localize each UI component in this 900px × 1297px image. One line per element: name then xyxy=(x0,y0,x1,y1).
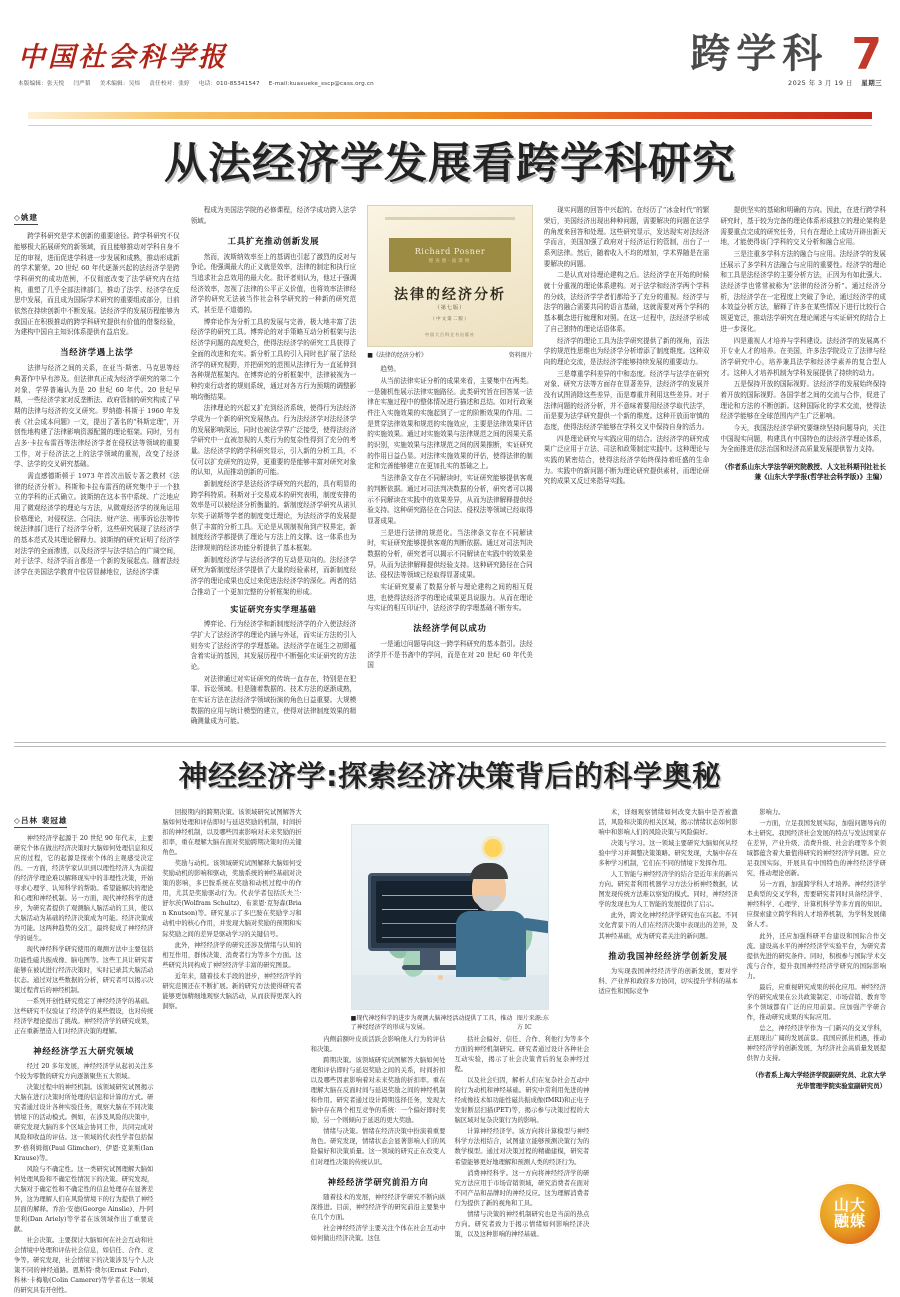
article2-subhead-1: 神经经济学五大研究领域 xyxy=(33,1046,135,1057)
credit-art-editor: 美术编辑：吴炜 xyxy=(99,81,141,87)
paragraph: 需直感德斯顿于 1973 年首次出版专著之教材《法律的经济分析》。科斯和卡拉布雷西的研究集中于一个独立的学科的正式确立。波斯纳在这本书中系统、广泛地应用了微观经济学的理论与方法，从微观经济学的视角运用价格理论，对侵权法、合同法、财产法、刑事诉讼法等传统法律部门进行了经济学分析，这些研究展现了法经济学的基本范式及其理论解释力。波斯纳的研究证明了经济学对法学的全面渗透，以及经济学与法学结合的广阔空间，对于法学、经济学而言都是一个新的发展起点。随着法经济学在美国法学教育中位居显赫地位，法经济学课 xyxy=(14,471,180,576)
paragraph: 此外，还应加强科研平台建设和国际合作交流。建设高水平的神经经济学实验平台，为研究者提供先进的研究条件。同时，积极参与国际学术交流与合作，提升我国神经经济学研究的国际影响力。 xyxy=(746,932,886,980)
decorative-dot xyxy=(438,975,443,980)
book-figure xyxy=(367,205,533,359)
monitor-base xyxy=(402,965,458,970)
paragraph: 趋势。 xyxy=(380,365,401,374)
paragraph: 新制度经济学与法经济学的互动是双向的。法经济学研究为新制度经济学提供了大量的经验素材，而新制度经济学的理论成果也反过来促进法经济学的深化。两者的结合推动了一个更加完整的分析框架的形成。 xyxy=(190,555,357,596)
book-author-cn: 理查德·波斯纳 xyxy=(428,258,472,264)
paragraph: 跨期决策。该领域研究试图解答大脑如何处理和评估即时与延迟奖励之间的关系，时间折扣以及哪些因素影响着对未来奖励的折扣率。重在理解大脑在反面时间与延迟奖励之间的神经机制和作用。研究者通过设计跨期选择任务，发现大脑中存在两个相互竞争的系统：一个偏好即时奖励，另一个则倾向于延迟的更大奖励。 xyxy=(310,1056,446,1125)
paragraph: 博弈论作为分析工具的发展与完善，极大地丰富了法经济学的研究工具。博弈论的对手策略互动分析框架与法经济学问题的高度契合，使得法经济学的研究工具获得了全面的改进和充实。新分析工具的引入同时也扩展了法经济学的研究视野，并把研究的范围从法律行为一直延伸到各种规范框架内。在博弈论的分析框架中，法律被视为一种约束行动者的规则系统，通过对各方行为预期的调整影响均衡结果。 xyxy=(190,317,357,401)
article1-subhead-1: 当经济学遇上法学 xyxy=(60,347,134,358)
paragraph: 对法律通过对实证研究的传统一直存在，特别是在犯罪、诉讼领域。但是随着数据的、技术方法的逐渐成熟，在实证方法在法经济学领域扮演的角色日益重要。大规模数据的应用与统计模型的建立，使得对法律制度效果的精确测量成为可能。 xyxy=(190,674,357,726)
article2-subcolumns xyxy=(311,1035,590,1245)
masthead-credits xyxy=(18,79,381,87)
issue-weekday: 星期三 xyxy=(861,78,882,87)
article2-columns xyxy=(14,808,886,1297)
credit-editor2: 闫严韬 xyxy=(73,81,91,87)
paragraph: 决策过程中的神经机制。该领域研究试图揭示大脑在进行决策时所处理的信息和计算的方式。研究者通过设计各种实验任务，观察大脑在不同决策情境下的活动模式。例如，在涉及风险的决策中，研究发现大脑的多个区域会协同工作，共同完成对风险和收益的评估。这一领域的代表性学者包括保罗·格利姆彻(Paul Glimcher)、伊恩·克莱斯(Ian Krause)等。 xyxy=(14,1084,154,1162)
paragraph: 为实现我国神经经济学的创新发展，要对学科、产业界和政府多方协同，切实提升学科的基本适应性和国际竞争 xyxy=(598,967,738,995)
article1-column-1 xyxy=(14,205,180,728)
paragraph: 法律与经济之间的关系，在亚当·斯密、马克思等经典著作中早有涉及。但法律真正成为经济学研究的第二个对象，学界普遍认为是 20 世纪 60 年代。20 世纪早期，一些经济学家对反垄断法、政府管制的研究构成了早期的法律与经济的交叉研究。罗纳德·科斯于 1960 年发表《社会成本问题》一文，提出了著名的“科斯定理”，开创性地构建了法律影响资源配置的理论框架。同时，另有吉多·卡拉布雷西等法律经济学者在侵权法等领域的重要工作，对于经济法之上的法学领域的重视，改变了经济学、法学的交叉研究基础。 xyxy=(14,364,180,469)
paragraph: 当法律条文存在不同解读时，实证研究能够提供客观的判断依据。通过对司法判决数据的分析，研究者可以揭示不同解读在实践中的效果差异，从而为法律解释提供经验支持。这种研究路径在合同法、侵权法等领域已经取得显著成果。 xyxy=(367,474,533,525)
masthead-thin-rule xyxy=(28,125,872,126)
article2-column-4 xyxy=(598,808,737,1297)
paper-logo: 中国社会科学报 xyxy=(18,42,228,73)
book-publisher: 中国大百科全书出版社 xyxy=(424,332,475,338)
paragraph: 计算神经经济学。该方向将计算模型与神经科学方法相结合，试图建立能够预测决策行为的数学模型。通过对决策过程的精确建模，研究者希望能够更好地理解和预测人类的经济行为。 xyxy=(454,1128,590,1166)
paragraph: 经济学的理论工具为法学研究提供了新的视角，而法学的规范性思维也为经济学分析增添了制度维度。这种双向的理论交流，是法经济学能够持续发展的重要动力。 xyxy=(543,336,710,366)
article2-subhead-2: 神经经济学研究前沿方向 xyxy=(327,1176,429,1187)
paragraph: 现实问题的回答中兴起的。在经历了“冰金时代”的繁荣后，美国经济出现出种种问题，需要解决的问题在法学的角度来回答和处理。这些研究显示，发达现实对法经济学而言，美国加强了政府对于经济运行的管制，出台了一系列法律。然后，随着收入不均的增加，学术界随是在需要解决的问题。 xyxy=(543,206,710,268)
article2-headline: 神经经济学:探索经济决策背后的科学奥秘 xyxy=(178,759,722,793)
paragraph: 总之，神经经济学作为一门新兴的交叉学科，正展现出广阔的发展前景。我国应抓住机遇，推动神经经济学的创新发展，为经济社会高质量发展提供智力支持。 xyxy=(746,1025,886,1063)
paragraph: 情绪与决策的神经机制研究也是当前的热点方向。研究者致力于揭示情绪如何影响经济决策，以及这种影响的神经基础。 xyxy=(454,1210,590,1238)
paragraph: 三是尊重学科差异的中和态度。经济学与法学在研究对象、研究方法等方面存在显著差异，法经济学的发展并没有试图消除这些差异，而是尊重并利用这些差异。对于法律问题的经济分析，并不意味着要用经济学取代法学，而是要为法学研究提供一个新的维度。这种开放而审慎的态度，使得法经济学能够在学科交叉中保持自身的活力。 xyxy=(543,369,710,431)
article2-column-3a xyxy=(311,1035,446,1245)
paragraph: 决策与学习。这一领域主要研究大脑如何从经验中学习并调整决策策略。研究发现，大脑中存在多种学习机制，它们在不同的情境下发挥作用。 xyxy=(598,839,738,868)
section-title: 跨学科 xyxy=(690,30,829,77)
stamp-line-1: 山大 xyxy=(833,1196,866,1215)
paragraph: 法律理论的兴起又扩充到经济系统，使得行为法经济学成为一个新的研究发展热点。行为法经济学对法经济学的发展影响深远，同时也被法学界广泛接受，使得法经济学研究中一直被忽视的人类行为的复杂性得到了充分的考量。法经济学的跨学科研究显示，引入新的分析工具，不仅可以扩充研究的边界，更重要的是能够丰富对研究对象的认知，从而推动创新的可能。 xyxy=(190,404,357,477)
book-title: 法律的经济分析 xyxy=(393,287,506,304)
page-number: 7 xyxy=(851,29,882,80)
masthead-gradient-rule xyxy=(28,112,872,119)
paragraph: 现代神经科学研究使用的观测方法中主要包括功能性磁共振成像、脑电图等。这些工具让研究者能够在被试进行经济决策时，实时记录其大脑活动状态。通过对这些数据的分析，研究者可以揭示决策过程背后的神经机制。 xyxy=(14,946,154,994)
article2-column-1 xyxy=(14,808,153,1297)
paragraph: 内侧前额叶皮质活跃会影响他人行为的评估和决策。 xyxy=(310,1035,446,1053)
article1-subhead-4: 法经济学何以成功 xyxy=(413,622,487,633)
paragraph: 五是保持开放的国际视野。法经济学的发展始终保持着开放的国际视野。各国学者之间的交流与合作，促进了理论和方法的不断创新。这种国际化的学术交流，使得法经济学能够在全球范围内产生广泛影响。 xyxy=(720,380,886,421)
paragraph: 消费神经科学。这一方向将神经经济学的研究方法应用于市场营销领域，研究消费者在面对不同产品和品牌时的神经反应。这为理解消费者行为提供了新的视角和工具。 xyxy=(454,1169,590,1207)
article2-column-3b xyxy=(455,1035,590,1245)
figure-caption-text: ■《法律的经济分析》 xyxy=(367,352,427,360)
neuro-illustration-caption xyxy=(351,1013,550,1031)
paragraph: 回报期内的跨期决策。该领域研究试图解答大脑如何处理和评估即时与延迟奖励的机制，时间折扣的神经机制，以及哪些因素影响对未来奖励的折扣率，重在理解大脑在面对奖励跨期决策时的关键角色。 xyxy=(162,808,302,857)
figure-caption-source: 图片来源:东方 IC xyxy=(516,1014,549,1031)
credit-proofreader: 责任校对：张婷 xyxy=(149,81,190,87)
masthead xyxy=(14,0,886,118)
book-author: Richard Posner xyxy=(414,246,486,256)
paragraph: 奖励与动机。该领域研究试图解释大脑如何受奖励动机的影响和驱动，奖励系统的神经基础对决策的影响，多巴胺系统在奖励和动机过程中的作用，尤其是奖励驱动行为。代表学者包括沃夫兰·舒尔茨(Wolfram Schultz)、布莱恩·克努森(Brian Knutson)等。研究显示了多巴胺在奖励学习和动机中的核心作用，并发现大脑对奖励的预期和实际奖励之间的差异是驱动学习的关键信号。 xyxy=(162,860,302,938)
credit-editor: 本版编辑：张天悦 xyxy=(18,81,65,87)
paragraph: 社会神经经济学主要关注个体在社会互动中如何做出经济决策。这包 xyxy=(310,1224,446,1242)
paragraph: 一是通过问题导向这一跨学科研究的基本指引。法经济学并不是书斋中的学问，而是在对 20 世纪 60 年代美国 xyxy=(367,639,533,670)
paragraph: 以及社会归因，解析人们在复杂社会互动中的行为动机和神经基础。研究中常利用先进的神经成像技术如功能性磁共振成像(fMRI)和正电子发射断层扫描(PET)等，揭示参与决策过程的大脑区域对复杂决策行为的影响。 xyxy=(454,1077,590,1125)
book-edition: （第七版） xyxy=(434,305,466,312)
paragraph: 然而，波斯纳效率至上的基调也引起了激烈的反对与争论。他强调最大的正义就是效率，法律的制定和执行应当追求社会总效用的最大化。批评者则认为，他过于强调经济效率，忽视了法律的公平正义价值，也将效率法律经济学的研究无法被当作社会科学研究的一种新的研究范式，甚至是不道德的。 xyxy=(190,252,357,315)
book-author-band xyxy=(389,238,510,272)
paragraph: 提供坚实的基础和明确的方向。因此，在进行跨学科研究时，基于较为完备的理论体系形成独立的理论架构是需要重点完成的研究任务，只有在理论上成功开辟出新天地，才能使得该门学科的交叉分析和融合应用。 xyxy=(720,206,886,247)
paragraph: 影响力。 xyxy=(759,808,785,816)
paragraph: 一方面，立足我国发展实际，加强问题导向的本土研究。我国经济社会发展的特点与发达国家存在差异，产业升级、消费升级、社会治理等多个领域都蕴含着大量值得研究的神经经济学问题。应立足我国实际，开展具有中国特色的神经经济学研究，推动理论创新。 xyxy=(746,819,886,878)
section-divider-bottom xyxy=(14,746,886,747)
paragraph: 此外，神经经济学的研究还涉及情绪与认知的相互作用、群体决策、消费者行为等多个方面。这些研究共同构成了神经经济学丰富的研究图景。 xyxy=(162,941,302,969)
article2-author-note: （作者系上海大学经济学院副研究员、北京大学光华管理学院实验室副研究员） xyxy=(751,1071,886,1090)
masthead-right xyxy=(690,29,882,87)
paragraph: 最后，应重视研究成果的转化应用。神经经济学的研究成果在公共政策制定、市场营销、教育等多个领域都有广泛的应用前景。应加强产学研合作，推动研究成果的实际应用。 xyxy=(746,983,886,1022)
figure-caption-source: 资料图片 xyxy=(508,352,533,360)
person-body xyxy=(456,911,526,977)
book-top-rule xyxy=(385,217,516,220)
paragraph: 新制度经济学是法经济学研究的兴起的，具有明显的跨学科特质。科斯对于交易成本的研究表明，制度安排的效率是可以被经济分析衡量的。新制度经济学研究从诺贝尔奖于诺斯等学者的制度变迁理论，为法经济学的发展提供了丰富的分析工具。无论是从规制视角到产权界定，新制度经济学都提供了理论与方法上的支撑。这一体系也为法律规则的经济功能分析提供了基本框架。 xyxy=(190,479,357,552)
brainwave-line xyxy=(382,909,478,911)
article1-byline: ◇姚建 xyxy=(14,212,38,225)
article2-subhead-3: 推动我国神经经济学创新发展 xyxy=(608,950,728,961)
paragraph: 程成为美国法学院的必修课程，经济学成功跨入法学领域。 xyxy=(190,206,357,226)
article1-subhead-3: 实证研究夯实学理基础 xyxy=(230,605,317,615)
article1-columns xyxy=(14,205,886,728)
article2-column-2 xyxy=(162,808,301,1297)
article1-subhead-2: 工具扩充推动创新发展 xyxy=(227,235,320,246)
paragraph: 另一方面，加强跨学科人才培养。神经经济学是典型的交叉学科，需要研究者同时具备经济学、神经科学、心理学、计算机科学等多方面的知识。应探索建立跨学科的人才培养机制，为学科发展储备人才。 xyxy=(746,881,886,929)
paragraph: 人工智能与神经经济学的结合是近年来的新兴方向。研究者利用机器学习方法分析神经数据，试图发现传统方法难以察觉的模式。同时，神经经济学的发现也为人工智能的发展提供了启示。 xyxy=(598,871,738,909)
brainwave-line xyxy=(382,895,478,897)
section-divider-top xyxy=(14,742,886,743)
figure-caption-text: ■现代神经科学的进步为观测大脑神经活动提供了工具，推动了神经经济学的形成与发展。 xyxy=(350,1014,513,1031)
book-cover-image xyxy=(367,205,533,347)
neuro-illustration-image xyxy=(351,824,550,1010)
desk-shape xyxy=(352,975,549,1009)
paragraph: 经过 20 多年发展，神经经济学从起初关注多个较为零散的研究方向逐渐聚焦五大领域。 xyxy=(14,1063,154,1081)
paragraph: 跨学科研究是学术创新的重要途径。跨学科研究不仅能够极大拓展研究的新领域，而且能够推动对学科自身不足的审视，进而促进学科进一步发展和成熟，推动形成新的学术繁荣。20 世纪 60 年代逐渐兴起的法经济学是跨学科研究的成功范例，不仅彻底改变了法学研究内在结构，重塑了几乎全部法律部门，推动了法学、经济学在反思中发展，而且成为国际学术研究的重要组成部分，目前依然在持续创新中不断发展。法经济学的发展历程能够为我国正在积极推动的跨学科研究提供有价值的借鉴经验，为建构中国自主知识体系提供有益启发。 xyxy=(14,232,180,337)
paragraph: 近年来，随着技术手段的进步，神经经济学的研究范围还在不断扩展。新的研究方法使得研究者能够更加精细地观察大脑活动，从而获得更深入的洞察。 xyxy=(162,972,302,1010)
paragraph: 从当前法律实证分析的成果来看，主要集中在两类。一是随机性展示法律实施路径。此类研究旨在回答某一法律在实施过程中的整体情况进行描述和总结。如对行政案件注入实施效果的实施起到了一定的阶断效果的作用。二是贯穿法律效果和规范的实施效应，主要是法律效果评估的实施效果。通过对实施效果与法律规范之间的因果关系的识别，实施效果与法律规范之间的因果推断，实证研究的作用日益凸显。对法律实施效果的评估，使得法律的制定和完善能够建立在更加扎实的基础之上。 xyxy=(367,377,533,471)
paragraph: 神经经济学起源于 20 世纪 90 年代末，主要研究个体在做出经济决策时大脑如何处理信息和反应的过程，它的起源是探索个体的主观感受决定的。一方面，经济学家认识到以理性经济人为前提的经济学理论难以解释现实中的非理性决策，开始寻求心理学、认知科学的帮助。希望能解决的理论和心理和神经机制。另一方面，现代神经科学的进步，为研究者提供了观测脑人脑活动的工具，使以大脑活动为基础的经济决策成为可能。经济决策成为可能。这两种趋势的交汇，最终促成了神经经济学的诞生。 xyxy=(14,834,154,943)
paragraph: 四是理论研究与实践应用的结合。法经济学的研究成果广泛应用于立法、司法和政策制定实践中。这种理论与实践的紧密结合，使得法经济学始终保持着旺盛的生命力。实践中的新问题不断为理论研究提供素材，而理论研究的成果又反过来指导实践。 xyxy=(543,434,710,486)
article1-column-4 xyxy=(544,205,710,728)
article1-headline: 从法经济学发展看跨学科研究 xyxy=(164,139,736,189)
paragraph: 博弈论、行为经济学和新制度经济学的介入使法经济学扩大了法经济学的理论内涵与外延，而实证方法的引入则夯实了法经济学的学理基础。法经济学在诞生之初即蕴含着实证的基因，其发展历程中不断强化实证研究的方法论。 xyxy=(190,620,357,671)
book-figure-caption xyxy=(367,350,533,359)
paragraph: 情绪与决策。情绪在经济决策中扮演着重要角色。研究发现，情绪状态会显著影响人们的风险偏好和决策质量。这一领域的研究正在改变人们对理性决策的传统认识。 xyxy=(310,1128,446,1166)
article-law-economics xyxy=(14,140,886,728)
credit-email: E-mail:kuaxueke_sscp@cass.org.cn xyxy=(268,81,374,87)
paragraph: 三是进行法律的规范化。当法律条文存在不同解读时，实证研究能够提供客观的判断依据。通过对司法判决数据的分析，研究者可以揭示不同解读在实践中的效果差异，从而为法律解释提供经验支持。这种研究路径在合同法、侵权法等领域已经取得显著成果。 xyxy=(367,528,533,580)
paragraph: 四是重视人才培养与学科建设。法经济学的发展离不开专业人才的培养。在美国，许多法学院设立了法律与经济学研究中心，培养兼具法学和经济学素养的复合型人才。这种人才培养机制为学科发展提供了持续的动力。 xyxy=(720,336,886,377)
paragraph: 三是注重多学科方法的融合与应用。法经济学的发展还展示了多学科方法融合与应用的重要性。经济学的理论和工具是法经济学的主要分析方法，正因为有如此强大、法经济学也常常被称为“法律的经济分析”。通过经济分析，法经济学在一定程度上突破了争论，通过经济学的成本效益分析方法，解释了许多在某些情况下进行比较行合规更宽泛，推动法学研究在理论阐述与实证研究的结合上进一步深化。 xyxy=(720,250,886,333)
masthead-left xyxy=(18,44,381,87)
book-edition-cn: （中文第二版） xyxy=(430,317,470,323)
article2-byline: ◇吕林 裴冠雄 xyxy=(14,815,67,828)
article1-column-3 xyxy=(367,205,533,728)
article-neuroeconomics xyxy=(14,759,886,1297)
paragraph: 术，详细观察情绪如何改变大脑中是否被激活，风险和决策的相关区域，揭示情绪状态如何影响中和影响人们的风险决策与风险偏好。 xyxy=(598,808,738,836)
issue-date-text: 2025 年 3 月 19 日 xyxy=(788,78,853,87)
issue-date xyxy=(690,78,882,87)
article2-column-3 xyxy=(311,808,590,1297)
media-logo-stamp xyxy=(818,1182,882,1246)
person-hair xyxy=(470,863,508,879)
paragraph: 二是认真对待理论建构之后。法经济学在开始的时候就十分重视的理论体系建构。对于法学和经济学两个学科的分歧，法经济学学者们都给予了充分的重视。经济学与法学的融合需要共同的语言基础，这就需要对两个学科的基本概念进行梳理和对照。在这一过程中，法经济学形成了自己独特的理论话语体系。 xyxy=(543,271,710,333)
paragraph: 社会决策。主要探讨大脑如何在社会互动和社会情境中处理和评估社会信息，如信任、合作、竞争等。研究发现，社会情境下的决策涉及与个人决策不同的神经通路。恩斯特·费尔(Ernst Fehr)、科林·卡梅勒(Colin Camerer)等学者在这一领域的研究具有开创性。 xyxy=(14,1237,154,1295)
article1-column-5 xyxy=(720,205,886,728)
article1-author-note: （作者系山东大学法学研究院教授、人文社科期刊社社长兼《山东大学学报(哲学社会科学版)》主编） xyxy=(721,462,886,482)
paragraph: 随着技术的发展，神经经济学研究不断向纵深推进。目前，神经经济学的研究前沿主要集中在几个方面。 xyxy=(310,1193,446,1221)
article1-column-2 xyxy=(191,205,357,728)
lightbulb-icon xyxy=(484,839,502,857)
paragraph: 此外，跨文化神经经济学研究也在兴起。不同文化背景下的人们在经济决策中表现出的差异，及其神经基础，成为研究者关注的新问题。 xyxy=(598,912,738,940)
paragraph: 括社会偏好、信任、合作、利他行为等多个方面的神经机制研究。研究者通过设计各种社会互动实验，揭示了社会决策背后的复杂神经过程。 xyxy=(454,1035,590,1073)
paragraph: 今天，我国法经济学研究要继续坚持问题导向，关注中国现实问题，构建具有中国特色的法经济学理论体系，为全面推进依法治国和经济高质量发展提供智力支持。 xyxy=(720,423,886,454)
paragraph: 风险与不确定性。这一类研究试图理解大脑如何处理风险和不确定性情况下的决策。研究发现，大脑对于确定性和不确定性的信息处理存在显著差异，这为理解人们在风险情境下的行为提供了神经层面的解释。乔治·安德(George Ainslie)、丹·阿里利(Dan Ariely)等学者在该领域作出了重要贡献。 xyxy=(14,1165,154,1234)
stamp-line-2: 融媒 xyxy=(833,1212,866,1230)
paragraph: 一系列开创性研究奠定了神经经济学的基础。这些研究不仅验证了经济学的某些假设，也对传统经济学理论提出了挑战。神经经济学的研究成果，正在重新塑造人们对经济决策的理解。 xyxy=(14,997,154,1035)
neuro-illustration-figure xyxy=(351,824,550,1031)
paragraph: 实证研究要素了数据分析与理论建构之间的相互促进，也使得法经济学的理论成果更具说服力。从而在理论与实证的相互印证中，法经济学的学理基础不断夯实。 xyxy=(367,582,533,613)
credit-phone: 电话：010-85341547 xyxy=(198,81,260,87)
